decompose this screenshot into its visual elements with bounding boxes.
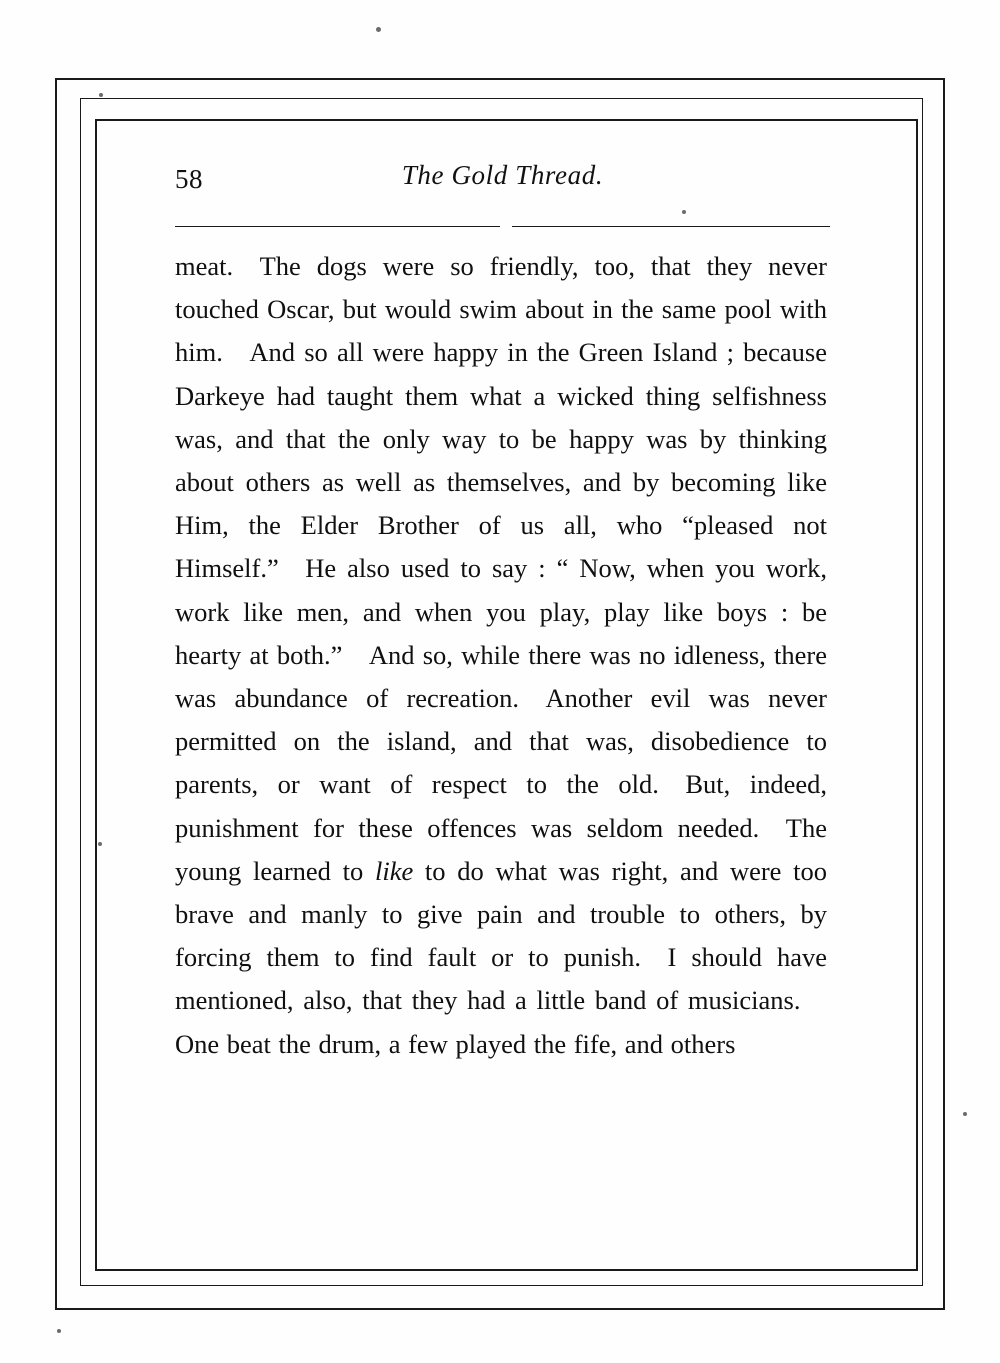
body-paragraph	[175, 245, 827, 1066]
body-text-part-1: meat. The dogs were so friendly, too, that they never touched Oscar, but would swim about in the same pool with him. And so all were happy in the Green Island ; because Darkeye had taught them what a wicked thing selfishness was, and that the only way to be happy was by thinking about others as well as themselves, and by becoming like Him, the Elder Brother of us all, who “pleased not Himself.” He also used to say : “ Now, when you work, work like men, and when you play, play like boys : be hearty at both.” And so, while there was no idleness, there was abundance of recreation. Another evil was never permitted on the island, and that was, disobedience to parents, or want of respect to the old. But, indeed, punishment for these offences was seldom needed. The young learned to	[175, 251, 827, 886]
head-rule-right	[512, 226, 830, 227]
body-text-part-2: to do what was right, and were too brave and manly to give pain and trouble to others, by forcing them to find fault or to punish. I should have mentioned, also, that they had a little band of musicians. One beat the drum, a few played the fife, and others	[175, 855, 827, 1059]
scan-speck	[98, 842, 102, 846]
book-title: The Gold Thread.	[401, 160, 604, 190]
body-emphasis: like	[374, 855, 414, 886]
scan-speck	[963, 1112, 967, 1116]
body-text	[175, 245, 827, 1066]
page-number: 58	[175, 164, 203, 194]
running-head	[175, 160, 830, 212]
scan-speck	[682, 210, 686, 214]
head-rule-left	[175, 226, 500, 227]
scan-speck	[99, 93, 103, 97]
scan-speck	[376, 27, 381, 32]
scan-speck	[57, 1329, 61, 1333]
